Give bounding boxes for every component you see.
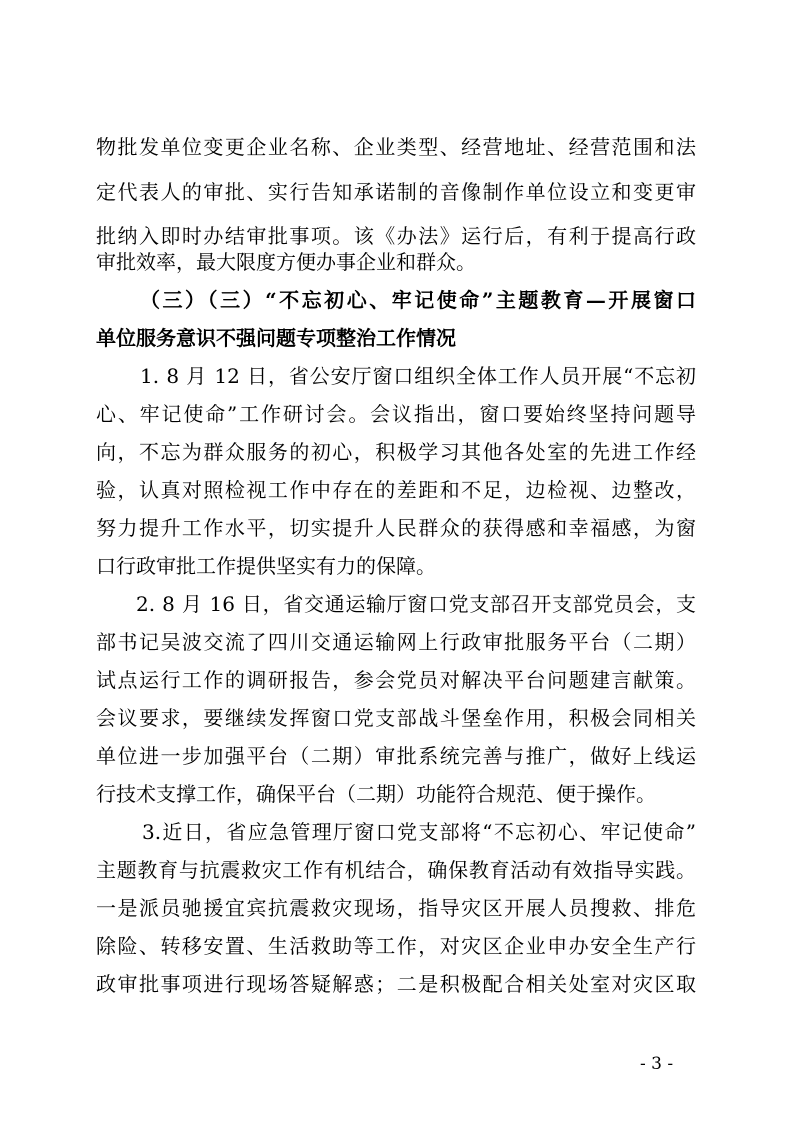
section-heading: 单位服务意识不强问题专项整治工作情况: [96, 326, 456, 350]
body-line: 政审批事项进行现场答疑解惑；二是积极配合相关处室对灾区取: [96, 972, 696, 996]
body-line: 除险、转移安置、生活救助等工作，对灾区企业申办安全生产行: [96, 934, 696, 958]
body-line: 物批发单位变更企业名称、企业类型、经营地址、经营范围和法: [96, 135, 696, 159]
body-line: 2. 8 月 16 日，省交通运输厅窗口党支部召开支部党员会，支: [136, 592, 696, 616]
body-line: 审批效率，最大限度方便办事企业和群众。: [96, 250, 476, 274]
body-line: 行技术支撑工作，确保平台（二期）功能符合规范、便于操作。: [96, 782, 656, 806]
body-line: 批纳入即时办结审批事项。该《办法》运行后，有利于提高行政: [96, 224, 696, 248]
body-line: 3.近日，省应急管理厅窗口党支部将“不忘初心、牢记使命”: [142, 820, 696, 844]
body-line: 单位进一步加强平台（二期）审批系统完善与推广，做好上线运: [96, 744, 696, 768]
body-line: 验，认真对照检视工作中存在的差距和不足，边检视、边整改，: [96, 478, 696, 502]
body-line: 口行政审批工作提供坚实有力的保障。: [96, 554, 436, 578]
page-number: - 3 -: [640, 1054, 674, 1074]
body-line: 向，不忘为群众服务的初心，积极学习其他各处室的先进工作经: [96, 440, 696, 464]
body-line: 定代表人的审批、实行告知承诺制的音像制作单位设立和变更审: [96, 180, 696, 204]
body-line: 一是派员驰援宜宾抗震救灾现场，指导灾区开展人员搜救、排危: [96, 896, 696, 920]
section-heading: （三）（三）“不忘初心、牢记使命”主题教育—开展窗口: [140, 288, 696, 312]
body-line: 努力提升工作水平，切实提升人民群众的获得感和幸福感，为窗: [96, 516, 696, 540]
body-line: 心、牢记使命”工作研讨会。会议指出，窗口要始终坚持问题导: [96, 402, 696, 426]
body-line: 试点运行工作的调研报告，参会党员对解决平台问题建言献策。: [96, 668, 696, 692]
body-line: 主题教育与抗震救灾工作有机结合，确保教育活动有效指导实践。: [96, 858, 696, 882]
body-line: 1. 8 月 12 日，省公安厅窗口组织全体工作人员开展“不忘初: [140, 364, 696, 388]
body-line: 会议要求，要继续发挥窗口党支部战斗堡垒作用，积极会同相关: [96, 706, 696, 730]
body-line: 部书记吴波交流了四川交通运输网上行政审批服务平台（二期）: [96, 630, 696, 654]
